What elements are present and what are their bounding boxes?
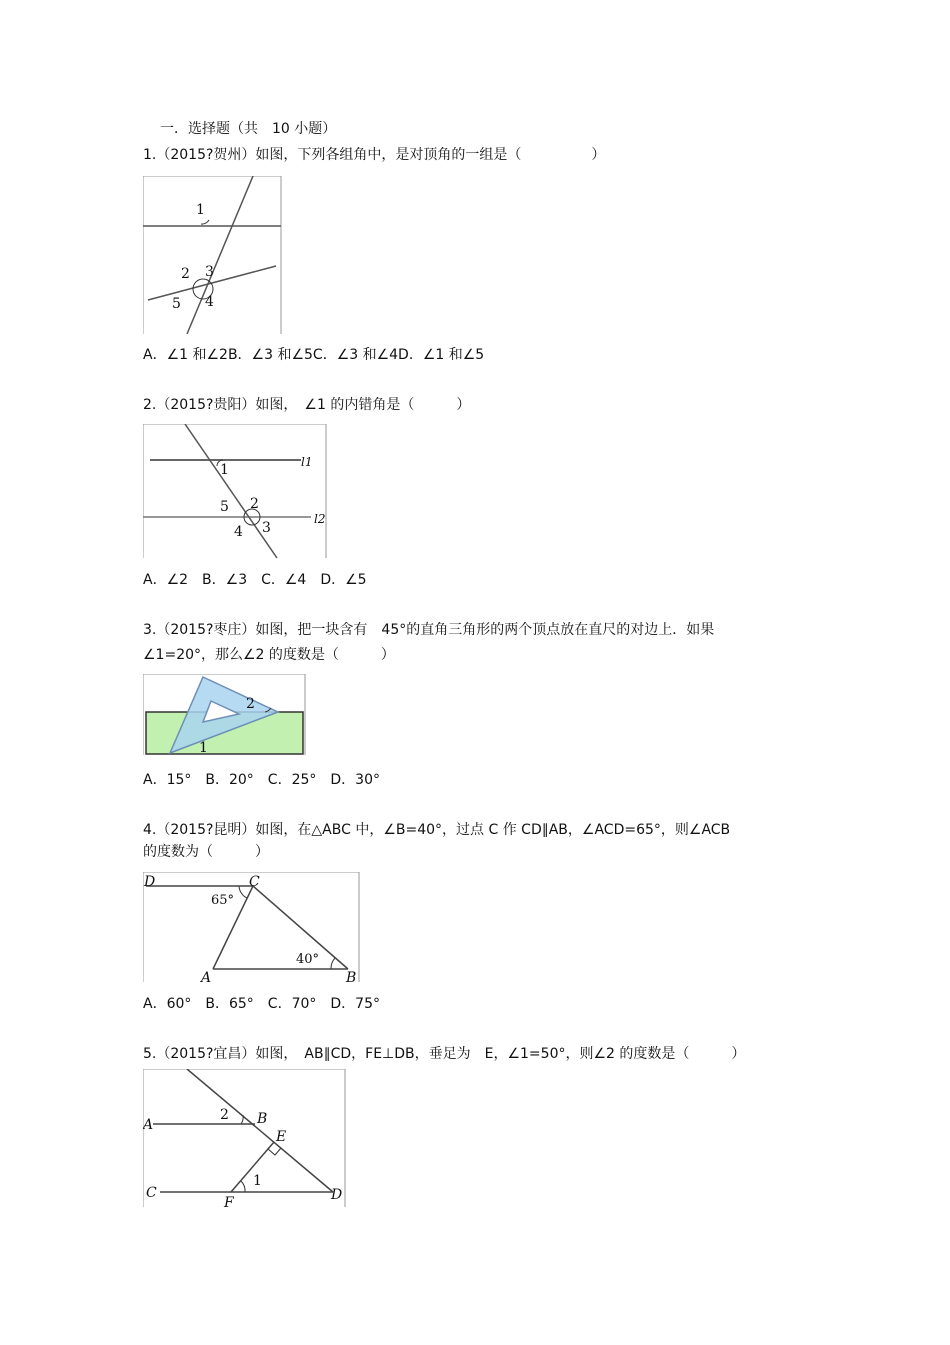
q2-label-1: 1 [220,462,229,478]
q4-label-C: C [249,874,260,890]
q2-label-l2: l2 [314,512,326,526]
question-3-stem-line2: ∠1=20°，那么∠2 的度数是（ ） [143,647,395,663]
q5-label-2: 2 [220,1107,229,1123]
q2-label-5: 5 [220,499,229,515]
q1-label-2: 2 [181,266,190,282]
question-2-figure [143,424,329,564]
question-4-figure [143,872,361,988]
q4-label-65: 65° [211,893,235,908]
q1-label-1: 1 [196,202,205,218]
question-1-options: A．∠1 和∠2B．∠3 和∠5C．∠3 和∠4D．∠1 和∠5 [143,347,485,363]
q2-label-l1: l1 [301,455,313,469]
question-4-options: A．60° B．65° C．70° D．75° [143,996,380,1012]
q5-label-B: B [257,1111,268,1127]
q5-label-F: F [224,1195,234,1209]
q5-label-A: A [143,1117,154,1133]
q1-label-3: 3 [205,264,214,280]
q3-label-2: 2 [246,696,255,712]
question-3-stem-line1: 3.（2015?枣庄）如图，把一块含有 45°的直角三角形的两个顶点放在直尺的对边上．如果 [143,622,715,638]
q5-label-1: 1 [253,1173,262,1189]
q4-label-40: 40° [296,952,320,967]
q5-label-C: C [146,1185,157,1201]
q1-label-4: 4 [205,294,214,310]
question-2-stem: 2.（2015?贵阳）如图， ∠1 的内错角是（ ） [143,397,471,413]
q2-label-4: 4 [234,524,243,540]
question-4-stem-line2: 的度数为（ ） [143,844,269,860]
question-1-stem: 1.（2015?贺州）如图，下列各组角中，是对顶角的一组是（ ） [143,147,606,163]
section-title: 一．选择题（共 10 小题） [160,121,337,137]
q5-label-E: E [276,1129,287,1145]
question-5-figure [143,1069,347,1213]
q4-label-B: B [346,970,357,984]
q2-label-2: 2 [250,496,259,512]
q4-label-A: A [201,970,212,984]
q5-label-D: D [331,1187,343,1203]
q4-label-D: D [144,874,156,890]
question-3-figure [143,674,307,760]
question-4-stem-line1: 4.（2015?昆明）如图，在△ABC 中，∠B=40°，过点 C 作 CD∥AB，∠ACD=65°，则∠ACB [143,822,731,838]
question-1-figure [143,176,283,338]
question-3-options: A．15° B．20° C．25° D．30° [143,772,380,788]
q2-label-3: 3 [262,520,271,536]
question-5-stem: 5.（2015?宜昌）如图， AB∥CD，FE⊥DB，垂足为 E，∠1=50°，则∠2 的度数是（ ） [143,1046,746,1062]
question-2-options: A．∠2 B．∠3 C．∠4 D．∠5 [143,572,367,588]
q1-label-5: 5 [172,296,181,312]
q3-label-1: 1 [199,740,208,756]
